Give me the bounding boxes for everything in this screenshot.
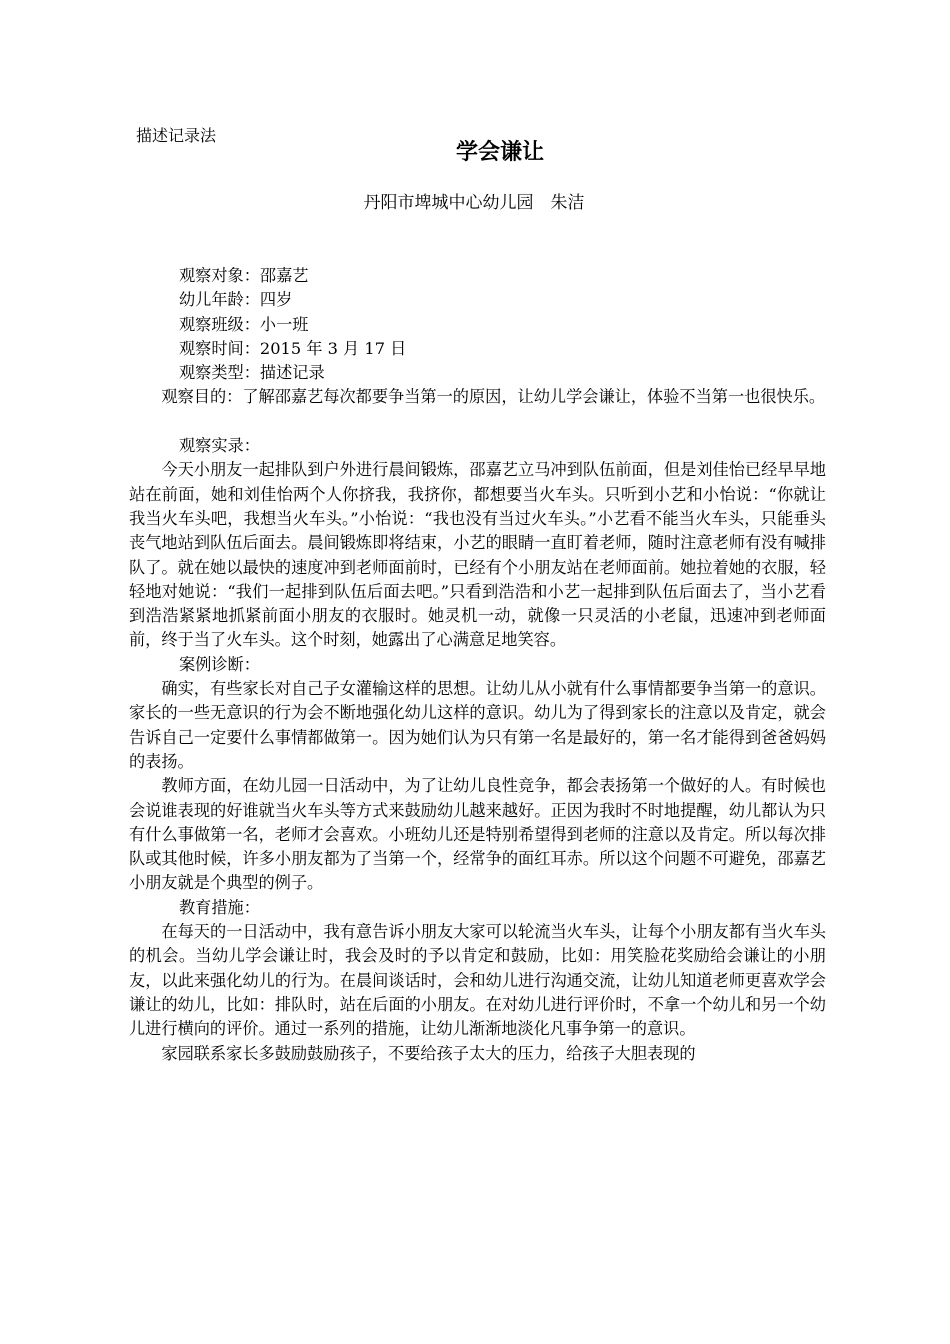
measures-paragraph-1: 在每天的一日活动中，我有意告诉小朋友大家可以轮流当火车头，让每个小朋友都有当火车头的机会。当幼儿学会谦让时，我会及时的予以肯定和鼓励，比如：用笑脸花奖励给会谦让的小朋友，以此来强化幼儿的行为。在晨间谈话时，会和幼儿进行沟通交流，让幼儿知道老师更喜欢学会谦让的幼儿，比如：排队时，站在后面的小朋友。在对幼儿进行评价时，不拿一个幼儿和另一个幼儿进行横向的评价。通过一系列的措施，让幼儿渐渐地淡化凡事争第一的意识。 — [129, 922, 826, 1039]
info-class: 观察班级：小一班 — [179, 314, 309, 334]
info-age: 幼儿年龄：四岁 — [179, 290, 293, 310]
info-type: 观察类型：描述记录 — [179, 363, 325, 383]
section-gap — [129, 410, 826, 434]
document-title: 学会谦让 — [455, 140, 544, 165]
record-heading: 观察实录： — [179, 436, 260, 456]
author-line: 丹阳市埤城中心幼儿园 朱洁 — [363, 193, 585, 213]
info-purpose: 观察目的：了解邵嘉艺每次都要争当第一的原因，让幼儿学会谦让，体验不当第一也很快乐。 — [161, 387, 826, 407]
diagnosis-paragraph-1: 确实，有些家长对自己子女灌输这样的思想。让幼儿从小就有什么事情都要争当第一的意识。家长的一些无意识的行为会不断地强化幼儿这样的意识。幼儿为了得到家长的注意以及肯定，就会告诉自己一定要什么事情都做第一。因为她们认为只有第一名是最好的，第一名才能得到爸爸妈妈的表扬。 — [129, 679, 826, 771]
diagnosis-heading: 案例诊断： — [179, 654, 260, 674]
document-body — [129, 264, 826, 1066]
info-subject: 观察对象：邵嘉艺 — [179, 266, 309, 285]
record-paragraph: 今天小朋友一起排队到户外进行晨间锻炼，邵嘉艺立马冲到队伍前面，但是刘佳怡已经早早地站在前面，她和刘佳怡两个人你挤我，我挤你，都想要当火车头。只听到小艺和小怡说：“你就让我当火车头吧，我想当火车头。”小怡说：“我也没有当过火车头。”小艺看不能当火车头，只能垂头丧气地站到队伍后面去。晨间锻炼即将结束，小艺的眼睛一直盯着老师，随时注意老师有没有喊排队了。就在她以最快的速度冲到老师面前时，已经有个小朋友站在老师面前。她拉着她的衣服，轻轻地对她说：“我们一起排到队伍后面去吧。”只看到浩浩和小艺一起排到队伍后面去了，当小艺看到浩浩紧紧地抓紧前面小朋友的衣服时。她灵机一动，就像一只灵活的小老鼠，迅速冲到老师面前，终于当了火车头。这个时刻，她露出了心满意足地笑容。 — [129, 460, 826, 650]
document-type-label: 描述记录法 — [136, 126, 217, 145]
diagnosis-paragraph-2: 教师方面，在幼儿园一日活动中，为了让幼儿良性竞争，都会表扬第一个做好的人。有时候也会说谁表现的好谁就当火车头等方式来鼓励幼儿越来越好。正因为我时不时地提醒，幼儿都认为只有什么事做第一名，老师才会喜欢。小班幼儿还是特别希望得到老师的注意以及肯定。所以每次排队或其他时候，许多小朋友都为了当第一个，经常争的面红耳赤。所以这个问题不可避免，邵嘉艺小朋友就是个典型的例子。 — [129, 776, 826, 893]
measures-heading: 教育措施： — [179, 897, 260, 917]
measures-paragraph-2: 家园联系家长多鼓励鼓励孩子，不要给孩子太大的压力，给孩子大胆表现的 — [161, 1043, 696, 1063]
info-time: 观察时间：2015 年 3 月 17 日 — [179, 338, 407, 358]
